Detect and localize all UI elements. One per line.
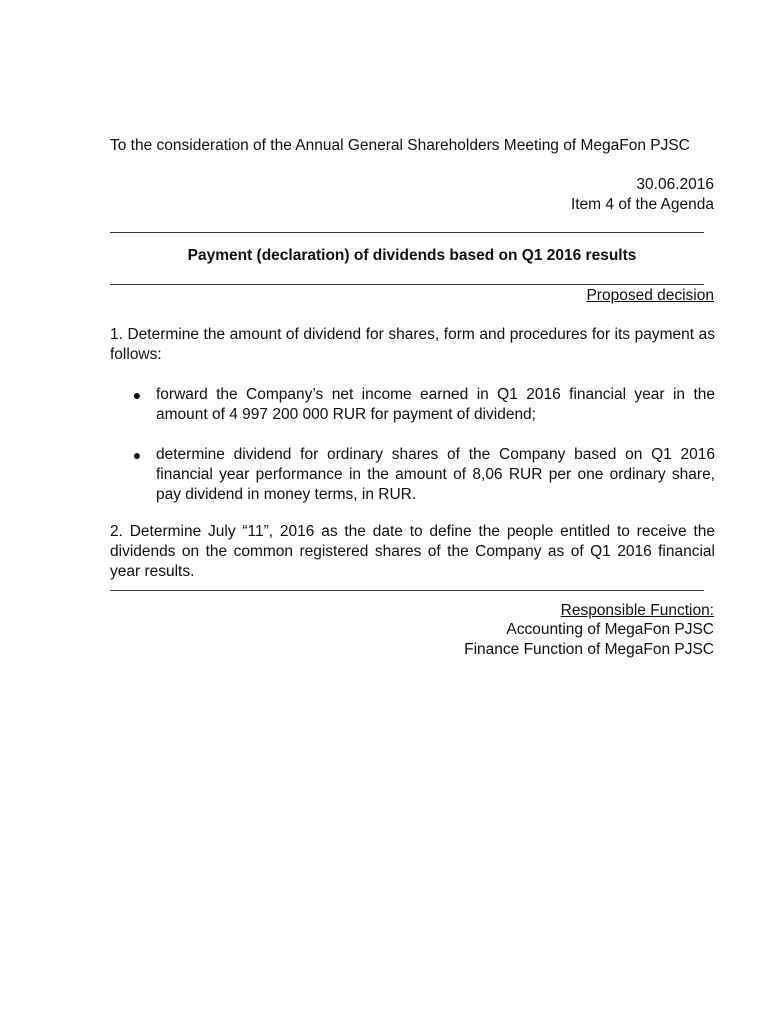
list-item-text: determine dividend for ordinary shares of the Company based on Q1 2016 financial year performance in the amount of 8,06 RUR per one ordinary share, pay dividend in money terms, in RUR. — [156, 446, 715, 503]
divider-top — [110, 232, 704, 233]
divider-bottom — [110, 590, 704, 591]
decision-paragraph-2: 2. Determine July “11”, 2016 as the date to define the people entitled to receive the dividends on the common registered shares of the Company as of Q1 2016 financial year results. — [110, 523, 715, 580]
responsible-function-finance: Finance Function of MegaFon PJSC — [464, 641, 714, 658]
proposed-decision-label: Proposed decision — [586, 287, 714, 304]
bullet-icon: ● — [132, 447, 142, 463]
responsible-function-accounting: Accounting of MegaFon PJSC — [506, 621, 714, 638]
decision-paragraph-1: 1. Determine the amount of dividend for shares, form and procedures for its payment as follows: — [110, 326, 715, 363]
responsible-function-heading: Responsible Function: — [560, 602, 714, 619]
divider-below-title — [110, 284, 704, 285]
meeting-date: 30.06.2016 — [636, 176, 714, 193]
list-item-text: forward the Company’s net income earned in Q1 2016 financial year in the amount of 4 997 200 000 RUR for payment of dividend; — [156, 386, 715, 423]
document-title: Payment (declaration) of dividends based on Q1 2016 results — [187, 247, 637, 264]
agenda-item: Item 4 of the Agenda — [570, 196, 714, 213]
bullet-icon: ● — [132, 387, 142, 403]
consideration-line: To the consideration of the Annual General Shareholders Meeting of MegaFon PJSC — [110, 137, 690, 154]
